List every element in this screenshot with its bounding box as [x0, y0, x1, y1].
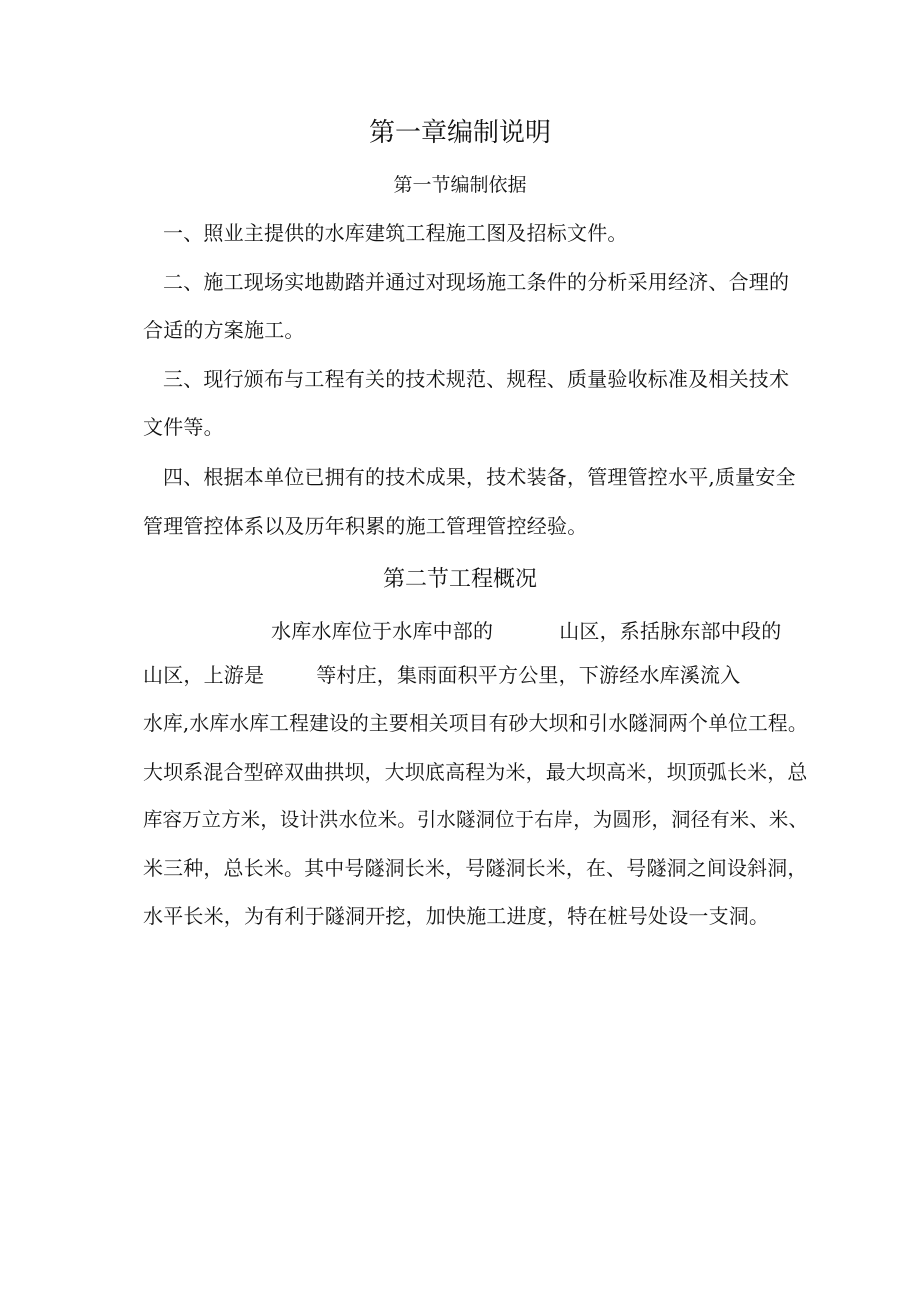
overview-line-1-part-b: 山区，系括脉东部中段的 [559, 619, 782, 643]
basis-item-1: 一、照业主提供的水库建筑工程施工图及招标文件。 [163, 221, 628, 245]
overview-line-7: 水平长米，为有利于隧洞开挖，加快施工进度，特在桩号处设一支洞。 [143, 904, 770, 928]
section2-title: 第二节工程概况 [382, 567, 537, 592]
basis-item-3-cont: 文件等。 [143, 415, 224, 439]
section1-title: 第一节编制依据 [393, 174, 527, 196]
basis-item-2: 二、施工现场实地勘踏并通过对现场施工条件的分析采用经济、合理的 [163, 270, 790, 294]
basis-item-3: 三、现行颁布与工程有关的技术规范、规程、质量验收标准及相关技术 [163, 367, 790, 391]
overview-line-2-part-a: 山区，上游是 [143, 663, 265, 687]
overview-line-2 [143, 663, 740, 687]
basis-item-4: 四、根据本单位已拥有的技术成果，技术装备，管理管控水平,质量安全 [163, 465, 796, 489]
overview-line-5: 库容万立方米，设计洪水位米。引水隧洞位于右岸，为圆形，洞径有米、米、 [143, 808, 809, 831]
overview-line-6: 米三种，总长米。其中号隧洞长米，号隧洞长米，在、号隧洞之间设斜洞， [143, 856, 808, 880]
overview-line-4: 大坝系混合型碎双曲拱坝，大坝底高程为米，最大坝高米，坝顶弧长米，总 [143, 760, 808, 784]
overview-line-3: 水库,水库水库工程建设的主要相关项目有砂大坝和引水隧洞两个单位工程。 [143, 712, 808, 735]
basis-item-4-cont: 管理管控体系以及历年积累的施工管理管控经验。 [143, 514, 588, 538]
overview-line-2-part-b: 等村庄，集雨面积平方公里，下游经水库溪流入 [316, 663, 741, 687]
chapter-title: 第一章编制说明 [368, 118, 551, 148]
overview-line-1 [271, 619, 781, 643]
basis-item-2-cont: 合适的方案施工。 [143, 318, 305, 342]
overview-line-1-part-a: 水库水库位于水库中部的 [271, 619, 494, 643]
